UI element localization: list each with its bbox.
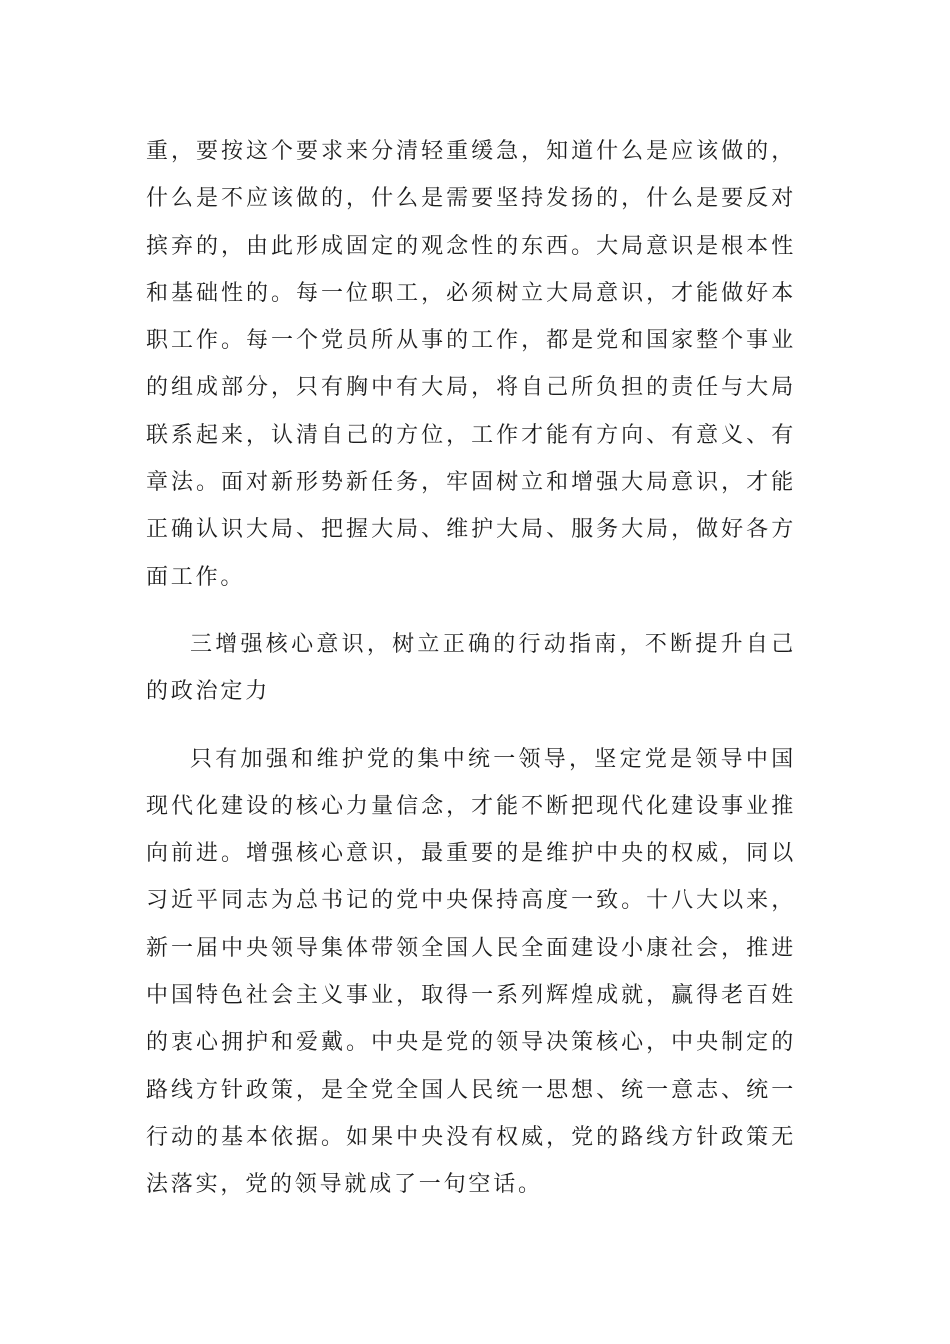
paragraph: 只有加强和维护党的集中统一领导，坚定党是领导中国现代化建设的核心力量信念，才能不断把现代化建设事业推向前进。增强核心意识，最重要的是维护中央的权威，同以习近平同志为总书记的党中央保持高度一致。十八大以来，新一届中央领导集体带领全国人民全面建设小康社会，推进中国特色社会主义事业，取得一系列辉煌成就，赢得老百姓的衷心拥护和爱戴。中央是党的领导决策核心，中央制定的路线方针政策，是全党全国人民统一思想、统一意志、统一行动的基本依据。如果中央没有权威，党的路线方针政策无法落实，党的领导就成了一句空话。 — [146, 746, 796, 1198]
paragraph-continuation: 重，要按这个要求来分清轻重缓急，知道什么是应该做的，什么是不应该做的，什么是需要坚持发扬的，什么是要反对摈弃的，由此形成固定的观念性的东西。大局意识是根本性和基础性的。每一位职工，必须树立大局意识，才能做好本职工作。每一个党员所从事的工作，都是党和国家整个事业的组成部分，只有胸中有大局，将自己所负担的责任与大局联系起来，认清自己的方位，工作才能有方向、有意义、有章法。面对新形势新任务，牢固树立和增强大局意识，才能正确认识大局、把握大局、维护大局、服务大局，做好各方面工作。 — [146, 139, 796, 590]
section-heading: 三增强核心意识，树立正确的行动指南，不断提升自己的政治定力 — [146, 631, 796, 705]
document-body — [146, 128, 796, 1209]
paragraph-gap — [146, 601, 796, 621]
paragraph-gap — [146, 716, 796, 736]
